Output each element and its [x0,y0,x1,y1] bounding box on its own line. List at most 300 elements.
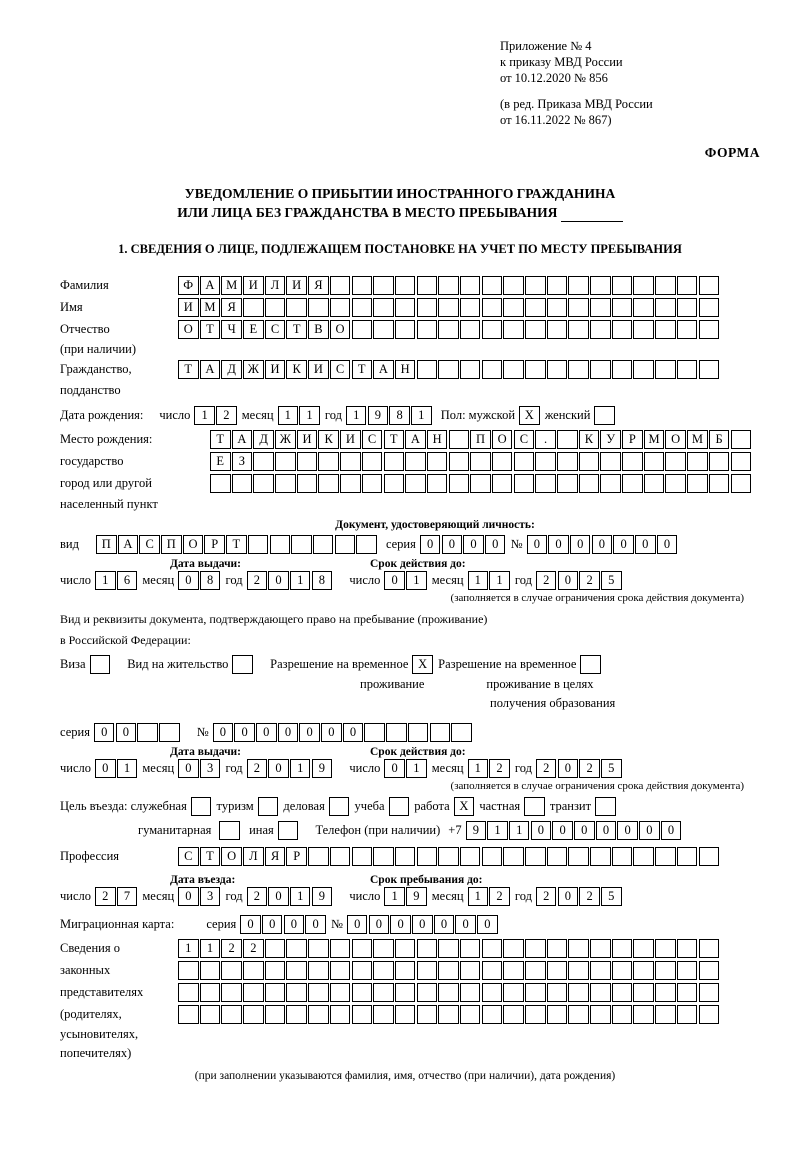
cell[interactable] [633,961,654,980]
cell[interactable] [438,983,459,1002]
cell[interactable] [590,939,611,958]
cell[interactable]: 9 [312,887,333,906]
cell[interactable] [373,276,394,295]
cell[interactable] [438,298,459,317]
cell[interactable] [200,961,221,980]
cell[interactable]: 0 [262,915,283,934]
cell[interactable] [340,452,361,471]
cell[interactable]: 3 [200,759,221,778]
cell[interactable]: 0 [95,759,116,778]
cell[interactable] [568,847,589,866]
cell[interactable] [590,1005,611,1024]
cell[interactable] [417,276,438,295]
cell[interactable] [243,961,264,980]
cell[interactable]: 0 [558,759,579,778]
cell[interactable] [590,983,611,1002]
cell[interactable]: Т [178,360,199,379]
cell[interactable]: 1 [468,571,489,590]
cell[interactable] [612,276,633,295]
cell[interactable]: Т [384,430,405,449]
cell[interactable] [612,939,633,958]
cell[interactable]: 5 [601,571,622,590]
cell[interactable] [525,961,546,980]
cell[interactable] [644,474,665,493]
cell[interactable] [318,474,339,493]
cell[interactable] [460,360,481,379]
cell[interactable]: 1 [95,571,116,590]
cell[interactable]: 0 [477,915,498,934]
cell[interactable]: 0 [305,915,326,934]
cell[interactable] [278,821,299,840]
cell[interactable] [460,939,481,958]
cell[interactable] [178,1005,199,1024]
cell[interactable] [417,847,438,866]
cell[interactable]: С [139,535,160,554]
cell[interactable]: Р [622,430,643,449]
cell[interactable] [265,298,286,317]
cell[interactable] [557,452,578,471]
cell[interactable]: Т [286,320,307,339]
cell[interactable]: 1 [194,406,215,425]
birthplace-line-3[interactable] [210,474,752,493]
cell[interactable] [275,452,296,471]
cell[interactable] [622,452,643,471]
cell[interactable] [438,276,459,295]
cell[interactable] [579,474,600,493]
cell[interactable]: У [600,430,621,449]
cell[interactable] [243,298,264,317]
cell[interactable]: 1 [406,571,427,590]
cell[interactable] [373,1005,394,1024]
cell[interactable] [665,452,686,471]
cell[interactable] [352,847,373,866]
cell[interactable] [492,452,513,471]
cell[interactable] [731,452,752,471]
cell[interactable] [525,320,546,339]
cell[interactable]: 0 [178,571,199,590]
cell[interactable] [417,939,438,958]
cell[interactable]: И [178,298,199,317]
cell[interactable] [330,847,351,866]
cell[interactable]: 1 [200,939,221,958]
cell[interactable] [595,797,616,816]
temp-residence-checkbox[interactable] [412,655,434,674]
cell[interactable]: 2 [216,406,237,425]
doc-issue-day-input[interactable] [95,571,138,590]
cell[interactable]: П [96,535,117,554]
cell[interactable] [178,961,199,980]
cell[interactable] [265,961,286,980]
cell[interactable]: 0 [463,535,484,554]
cell[interactable] [430,723,451,742]
cell[interactable] [90,655,111,674]
cell[interactable] [438,939,459,958]
cell[interactable] [219,821,240,840]
cell[interactable] [590,360,611,379]
cell[interactable] [438,847,459,866]
cell[interactable] [557,430,578,449]
cell[interactable] [590,320,611,339]
patronymic-input[interactable] [178,320,720,339]
cell[interactable]: О [330,320,351,339]
purpose-humanitarian-checkbox[interactable] [219,821,241,840]
cell[interactable] [677,276,698,295]
cell[interactable]: И [340,430,361,449]
cell[interactable] [612,320,633,339]
cell[interactable] [200,983,221,1002]
cell[interactable] [460,961,481,980]
cell[interactable]: 1 [406,759,427,778]
cell[interactable]: 0 [548,535,569,554]
cell[interactable] [482,1005,503,1024]
stay-issue-year-input[interactable] [247,759,334,778]
cell[interactable]: . [535,430,556,449]
cell[interactable]: 0 [617,821,638,840]
cell[interactable]: 1 [290,759,311,778]
cell[interactable] [395,847,416,866]
cell[interactable] [731,474,752,493]
cell[interactable] [633,360,654,379]
purpose-checkbox-3[interactable] [389,797,411,816]
cell[interactable]: 5 [601,887,622,906]
cell[interactable] [600,452,621,471]
cell[interactable] [503,320,524,339]
cell[interactable] [258,797,279,816]
cell[interactable]: 0 [412,915,433,934]
cell[interactable] [286,939,307,958]
cell[interactable]: В [308,320,329,339]
cell[interactable]: 0 [657,535,678,554]
cell[interactable] [568,360,589,379]
cell[interactable] [633,1005,654,1024]
cell[interactable]: М [200,298,221,317]
cell[interactable]: 1 [178,939,199,958]
cell[interactable]: Я [221,298,242,317]
cell[interactable]: Н [427,430,448,449]
cell[interactable]: П [161,535,182,554]
cell[interactable] [373,983,394,1002]
cell[interactable]: X [454,797,475,816]
cell[interactable] [525,983,546,1002]
stay-series-input[interactable] [94,723,181,742]
cell[interactable] [449,474,470,493]
cell[interactable]: 1 [468,759,489,778]
cell[interactable] [590,298,611,317]
cell[interactable] [547,298,568,317]
cell[interactable]: А [200,276,221,295]
profession-input[interactable] [178,847,720,866]
cell[interactable]: 0 [661,821,682,840]
cell[interactable] [460,983,481,1002]
cell[interactable]: К [579,430,600,449]
cell[interactable] [243,983,264,1002]
cell[interactable]: 0 [178,887,199,906]
cell[interactable] [612,1005,633,1024]
cell[interactable] [356,535,377,554]
cell[interactable]: 1 [489,571,510,590]
cell[interactable] [386,723,407,742]
cell[interactable]: 2 [221,939,242,958]
cell[interactable] [547,847,568,866]
cell[interactable] [503,939,524,958]
purpose-checkbox-5[interactable] [524,797,546,816]
purpose-checkbox-0[interactable] [191,797,213,816]
purpose-checkbox-2[interactable] [329,797,351,816]
representatives-line-1[interactable] [178,939,720,958]
cell[interactable]: 0 [384,759,405,778]
residence-checkbox[interactable] [232,655,254,674]
cell[interactable]: 0 [455,915,476,934]
cell[interactable]: 6 [117,571,138,590]
doc-valid-day-input[interactable] [384,571,427,590]
cell[interactable] [373,961,394,980]
cell[interactable] [687,474,708,493]
cell[interactable] [709,452,730,471]
cell[interactable]: 0 [574,821,595,840]
cell[interactable] [687,452,708,471]
cell[interactable] [655,1005,676,1024]
cell[interactable] [159,723,180,742]
cell[interactable]: 5 [601,759,622,778]
cell[interactable]: С [362,430,383,449]
cell[interactable]: 1 [411,406,432,425]
birthplace-line-2[interactable] [210,452,752,471]
cell[interactable] [395,983,416,1002]
cell[interactable] [297,452,318,471]
cell[interactable] [297,474,318,493]
cell[interactable] [265,1005,286,1024]
cell[interactable] [330,298,351,317]
cell[interactable] [547,1005,568,1024]
stay-until-month-input[interactable] [468,887,511,906]
cell[interactable] [482,961,503,980]
cell[interactable]: 1 [290,887,311,906]
cell[interactable] [547,276,568,295]
cell[interactable] [373,320,394,339]
representatives-line-3[interactable] [178,983,720,1002]
cell[interactable] [286,961,307,980]
cell[interactable]: 0 [278,723,299,742]
purpose-other-checkbox[interactable] [278,821,300,840]
doc-series-input[interactable] [420,535,507,554]
cell[interactable] [389,797,410,816]
cell[interactable]: О [183,535,204,554]
cell[interactable] [482,298,503,317]
cell[interactable]: Н [395,360,416,379]
cell[interactable]: 1 [468,887,489,906]
cell[interactable]: 0 [613,535,634,554]
cell[interactable] [503,360,524,379]
cell[interactable] [482,983,503,1002]
cell[interactable] [210,474,231,493]
cell[interactable] [568,320,589,339]
cell[interactable] [677,360,698,379]
cell[interactable] [547,983,568,1002]
cell[interactable] [677,961,698,980]
cell[interactable]: 0 [369,915,390,934]
cell[interactable]: 0 [420,535,441,554]
cell[interactable]: О [178,320,199,339]
birth-day-input[interactable] [194,406,237,425]
cell[interactable] [655,320,676,339]
stay-issue-month-input[interactable] [178,759,221,778]
cell[interactable]: 0 [213,723,234,742]
entry-day-input[interactable] [95,887,138,906]
cell[interactable]: 2 [247,571,268,590]
cell[interactable] [699,939,720,958]
cell[interactable] [460,320,481,339]
cell[interactable] [470,452,491,471]
cell[interactable]: Т [352,360,373,379]
cell[interactable] [200,1005,221,1024]
cell[interactable]: Д [221,360,242,379]
cell[interactable]: 9 [368,406,389,425]
cell[interactable] [221,961,242,980]
cell[interactable] [655,847,676,866]
cell[interactable]: Б [709,430,730,449]
cell[interactable] [313,535,334,554]
cell[interactable]: 0 [434,915,455,934]
cell[interactable]: М [687,430,708,449]
cell[interactable] [137,723,158,742]
cell[interactable] [221,983,242,1002]
cell[interactable] [709,474,730,493]
cell[interactable]: 0 [256,723,277,742]
cell[interactable]: 0 [485,535,506,554]
cell[interactable] [460,1005,481,1024]
cell[interactable] [535,474,556,493]
cell[interactable] [460,276,481,295]
cell[interactable]: 0 [268,887,289,906]
cell[interactable]: К [318,430,339,449]
cell[interactable] [417,298,438,317]
cell[interactable]: М [221,276,242,295]
cell[interactable] [395,298,416,317]
cell[interactable]: О [492,430,513,449]
cell[interactable]: И [243,276,264,295]
cell[interactable] [330,961,351,980]
cell[interactable] [384,474,405,493]
cell[interactable]: 0 [527,535,548,554]
cell[interactable] [677,983,698,1002]
surname-input[interactable] [178,276,720,295]
entry-month-input[interactable] [178,887,221,906]
cell[interactable] [568,939,589,958]
cell[interactable]: И [265,360,286,379]
cell[interactable] [286,983,307,1002]
cell[interactable] [352,1005,373,1024]
cell[interactable] [395,939,416,958]
cell[interactable] [405,452,426,471]
cell[interactable]: С [265,320,286,339]
cell[interactable] [232,655,253,674]
cell[interactable] [547,320,568,339]
cell[interactable]: И [297,430,318,449]
cell[interactable]: Т [200,320,221,339]
cell[interactable] [525,276,546,295]
cell[interactable]: Т [210,430,231,449]
cell[interactable]: 0 [240,915,261,934]
cell[interactable] [633,276,654,295]
cell[interactable] [438,961,459,980]
cell[interactable]: 1 [117,759,138,778]
cell[interactable] [362,452,383,471]
cell[interactable]: 1 [384,887,405,906]
cell[interactable] [352,298,373,317]
cell[interactable] [568,276,589,295]
cell[interactable] [514,452,535,471]
cell[interactable]: З [232,452,253,471]
cell[interactable] [568,298,589,317]
cell[interactable]: 2 [536,887,557,906]
cell[interactable]: 1 [299,406,320,425]
cell[interactable] [364,723,385,742]
cell[interactable] [612,847,633,866]
cell[interactable] [427,452,448,471]
doc-valid-month-input[interactable] [468,571,511,590]
cell[interactable]: 7 [117,887,138,906]
cell[interactable]: Е [243,320,264,339]
cell[interactable] [568,1005,589,1024]
cell[interactable] [503,983,524,1002]
doc-issue-month-input[interactable] [178,571,221,590]
cell[interactable] [699,298,720,317]
cell[interactable]: 0 [178,759,199,778]
cell[interactable]: 0 [558,571,579,590]
visa-checkbox[interactable] [90,655,112,674]
cell[interactable] [352,961,373,980]
cell[interactable] [438,360,459,379]
cell[interactable] [417,320,438,339]
cell[interactable] [460,298,481,317]
cell[interactable]: 0 [321,723,342,742]
cell[interactable]: 0 [268,759,289,778]
cell[interactable]: Л [265,276,286,295]
cell[interactable] [525,360,546,379]
cell[interactable] [655,961,676,980]
cell[interactable] [373,298,394,317]
cell[interactable]: Ж [243,360,264,379]
cell[interactable] [579,452,600,471]
name-input[interactable] [178,298,720,317]
cell[interactable] [503,276,524,295]
cell[interactable] [590,276,611,295]
cell[interactable] [253,452,274,471]
cell[interactable] [547,360,568,379]
cell[interactable]: 2 [579,571,600,590]
cell[interactable] [243,1005,264,1024]
cell[interactable] [524,797,545,816]
cell[interactable] [275,474,296,493]
cell[interactable] [699,276,720,295]
cell[interactable] [655,276,676,295]
cell[interactable] [308,983,329,1002]
cell[interactable]: 8 [200,571,221,590]
cell[interactable]: 0 [390,915,411,934]
cell[interactable]: 2 [579,887,600,906]
doc-type-input[interactable] [96,535,378,554]
cell[interactable]: О [665,430,686,449]
purpose-checkbox-4[interactable] [454,797,476,816]
cell[interactable] [590,847,611,866]
representatives-line-4[interactable] [178,1005,720,1024]
cell[interactable] [612,360,633,379]
cell[interactable]: 8 [312,571,333,590]
cell[interactable] [178,983,199,1002]
cell[interactable]: Р [204,535,225,554]
cell[interactable] [503,961,524,980]
cell[interactable] [665,474,686,493]
